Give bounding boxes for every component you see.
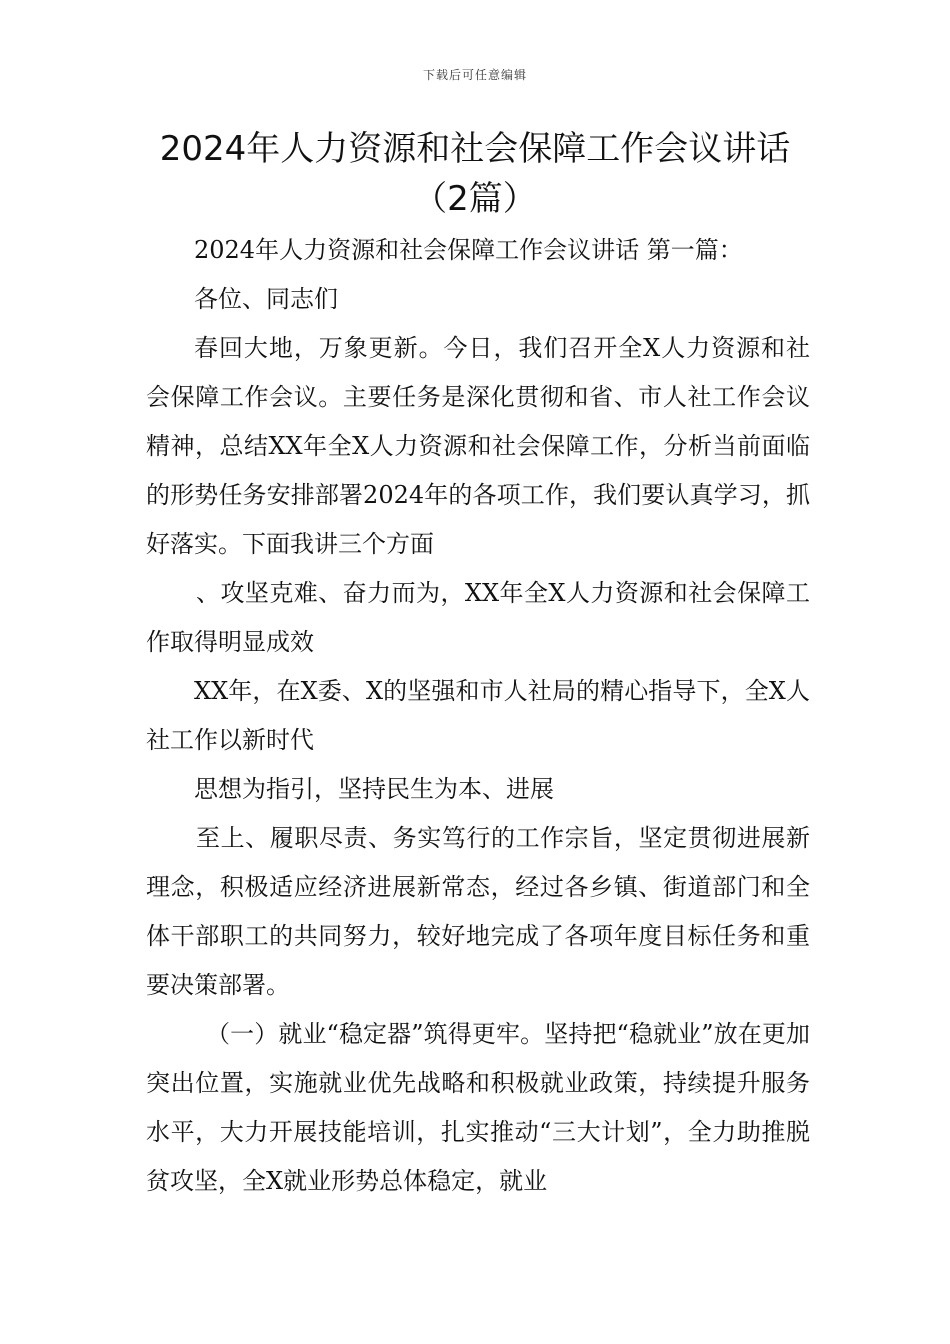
paragraph-review: XX年，在X委、X的坚强和市人社局的精心指导下，全X人社工作以新时代 [146,677,810,754]
paragraph-employment: （一）就业“稳定器”筑得更牢。坚持把“稳就业”放在更加突出位置，实施就业优先战略和积极就业政策，持续提升服务水平，大力开展技能培训，扎实推动“三大计划”，全力助推脱贫攻坚，全X就业形势总体稳定，就业 [146,1020,810,1195]
paragraph-guidance: 思想为指引，坚持民生为本、进展 [194,775,554,803]
paragraph-opening: 春回大地，万象更新。今日，我们召开全X人力资源和社会保障工作会议。主要任务是深化贯彻和省、市人社工作会议精神，总结XX年全X人力资源和社会保障工作，分析当前面临的形势任务安排部署2024年的各项工作，我们要认真学习，抓好落实。下面我讲三个方面 [146,334,810,558]
paragraph-principles: 至上、履职尽责、务实笃行的工作宗旨，坚定贯彻进展新理念，积极适应经济进展新常态，经过各乡镇、街道部门和全体干部职工的共同努力，较好地完成了各项年度目标任务和重要决策部署。 [146,824,810,999]
header-note: 下载后可任意编辑 [422,68,527,82]
document-body [146,226,810,1206]
paragraph-salutation: 各位、同志们 [194,285,338,313]
title-line-1: 2024年人力资源和社会保障工作会议讲话 [159,129,791,169]
document-title [80,124,870,224]
paragraph-part-heading: 2024年人力资源和社会保障工作会议讲话 第一篇： [194,236,743,264]
title-line-2: （2篇） [413,179,537,219]
paragraph-section-heading: 、攻坚克难、奋力而为，XX年全X人力资源和社会保障工作取得明显成效 [146,579,810,656]
